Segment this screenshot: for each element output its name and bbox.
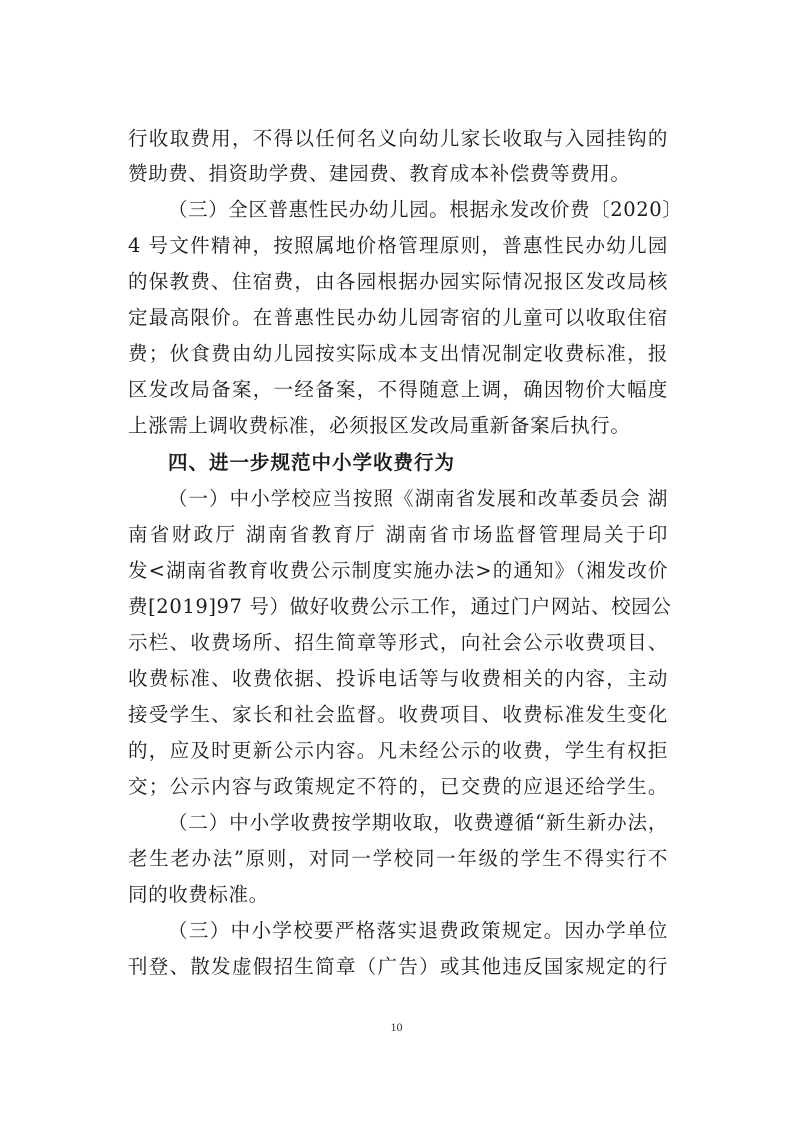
page-number: 10 (390, 1020, 403, 1034)
paragraph-line: 南省财政厅 湖南省教育厅 湖南省市场监督管理局关于印 (128, 523, 668, 546)
paragraph-line: 接受学生、家长和社会监督。收费项目、收费标准发生变化 (128, 703, 668, 726)
paragraph-line: 赞助费、捐资助学费、建园费、教育成本补偿费等费用。 (128, 162, 631, 185)
paragraph-line: 费；伙食费由幼儿园按实际成本支出情况制定收费标准，报 (128, 342, 668, 365)
paragraph-line: 刊登、散发虚假招生简章（广告）或其他违反国家规定的行 (128, 955, 668, 978)
paragraph-line: 收费标准、收费依据、投诉电话等与收费相关的内容，主动 (128, 667, 668, 690)
paragraph-line: 发<湖南省教育收费公示制度实施办法>的通知》（湘发改价 (128, 559, 668, 582)
paragraph-line: 交；公示内容与政策规定不符的，已交费的应退还给学生。 (128, 775, 668, 798)
paragraph-line: （二）中小学收费按学期收取，收费遵循“新生新办法， (168, 811, 668, 834)
paragraph-line: 费[2019]97 号）做好收费公示工作，通过门户网站、校园公 (128, 595, 672, 618)
paragraph-line: 上涨需上调收费标准，必须报区发改局重新备案后执行。 (128, 414, 631, 437)
paragraph-line: 老生老办法”原则，对同一学校同一年级的学生不得实行不 (128, 847, 668, 870)
paragraph-line: 区发改局备案，一经备案，不得随意上调，确因物价大幅度 (128, 378, 668, 401)
paragraph-line: 示栏、收费场所、招生简章等形式，向社会公示收费项目、 (128, 631, 668, 654)
paragraph-line: （三）中小学校要严格落实退费政策规定。因办学单位 (168, 919, 668, 942)
paragraph-line: （一）中小学校应当按照《湖南省发展和改革委员会 湖 (168, 487, 668, 510)
paragraph-line: 的保教费、住宿费，由各园根据办园实际情况报区发改局核 (128, 270, 668, 293)
paragraph-line: 同的收费标准。 (128, 883, 269, 906)
paragraph-line: 的，应及时更新公示内容。凡未经公示的收费，学生有权拒 (128, 739, 668, 762)
paragraph-line: 定最高限价。在普惠性民办幼儿园寄宿的儿童可以收取住宿 (128, 306, 668, 329)
section-heading: 四、进一步规范中小学收费行为 (168, 451, 456, 474)
paragraph-line: （三）全区普惠性民办幼儿园。根据永发改价费〔2020〕 (168, 198, 683, 221)
paragraph-line: 4 号文件精神，按照属地价格管理原则，普惠性民办幼儿园 (128, 234, 668, 257)
paragraph-line: 行收取费用，不得以任何名义向幼儿家长收取与入园挂钩的 (128, 127, 668, 150)
